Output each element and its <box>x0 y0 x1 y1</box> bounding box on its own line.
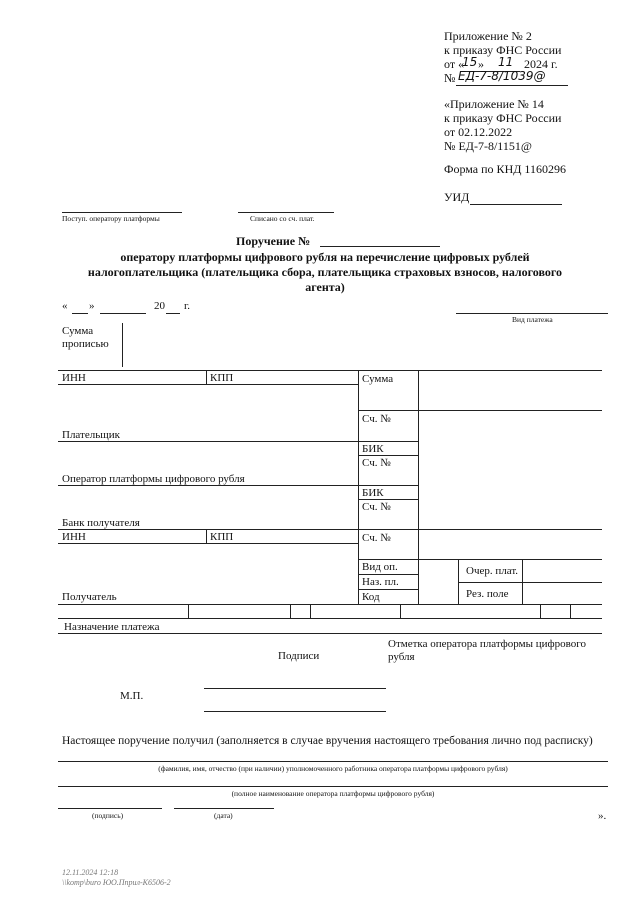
operator-label: Оператор платформы цифрового рубля <box>62 473 245 485</box>
date-year-suffix: г. <box>184 300 191 312</box>
budget-cell-4 <box>400 604 401 618</box>
orig-attachment-line3: от 02.12.2022 <box>444 125 513 139</box>
orig-attachment-line2: к приказу ФНС России <box>444 111 562 125</box>
footer-path: \\komp\buro ЮО.Пприл-К6506-2 <box>62 878 171 887</box>
caption-date: (дата) <box>214 811 233 820</box>
bank-row-bottom <box>58 529 602 530</box>
col-mid-border <box>418 370 419 604</box>
uid-underline <box>470 204 562 205</box>
budget-cell-3 <box>310 604 311 618</box>
payment-type-field[interactable] <box>456 313 608 314</box>
payer-inn-label: ИНН <box>62 372 86 384</box>
operator-mark-line1: Отметка оператора платформы цифрового <box>388 638 586 650</box>
receipt-signature-line[interactable] <box>58 808 162 809</box>
order-number-underline <box>320 246 440 247</box>
stamp-label: М.П. <box>120 690 144 702</box>
attachment-num-prefix: № <box>444 71 456 85</box>
amount-label: Сумма <box>362 373 394 385</box>
operator-account-label: Сч. № <box>362 457 391 469</box>
queue-bottom <box>458 582 602 583</box>
recipient-inn-bottom <box>58 543 358 544</box>
receipt-operator-line[interactable] <box>58 786 608 787</box>
form-code: Форма по КНД 1160296 <box>444 162 566 176</box>
uid-label: УИД <box>444 190 470 204</box>
recipient-inn-label: ИНН <box>62 531 86 543</box>
operator-mark-line2: рубля <box>388 651 415 663</box>
payment-purpose-label: Назначение платежа <box>64 621 160 633</box>
received-line <box>62 212 182 213</box>
date-day-field[interactable] <box>72 313 88 314</box>
purpose-code-bottom <box>358 589 418 590</box>
received-label: Поступ. оператору платформы <box>62 214 160 223</box>
attachment-date-prefix: от « <box>444 57 465 71</box>
operator-bik-bottom <box>358 455 418 456</box>
recipient-inn-kpp-divider <box>206 529 207 543</box>
attachment-num-underline <box>456 85 568 86</box>
payment-purpose-bottom <box>58 633 602 634</box>
title-line3: налогоплательщика (плательщика сбора, плательщика страховых взносов, налогового <box>87 265 563 279</box>
caption-person: (фамилия, имя, отчество (при наличии) уполномоченного работника оператора платформы цифрового рубля) <box>158 764 508 773</box>
date-month-field[interactable] <box>100 313 146 314</box>
bank-account-label: Сч. № <box>362 501 391 513</box>
table-top-border <box>58 370 602 371</box>
budget-cell-1 <box>188 604 189 618</box>
budget-cell-5 <box>540 604 541 618</box>
col-left-border <box>358 370 359 604</box>
debited-label: Списано со сч. плат. <box>250 214 315 223</box>
attachment-date-mid: » <box>478 57 484 71</box>
bank-bik-label: БИК <box>362 487 384 499</box>
reserve-label: Рез. поле <box>466 588 509 600</box>
queue-label: Очер. плат. <box>466 565 519 577</box>
recipient-kpp-label: КПП <box>210 531 234 543</box>
op-type-label: Вид оп. <box>362 561 398 573</box>
date-close-quote: » <box>89 300 95 312</box>
orig-attachment-line1: «Приложение № 14 <box>444 97 544 111</box>
title-line4: агента) <box>305 280 345 294</box>
attachment-num-value: ЕД-7-8/1039@ <box>458 69 546 83</box>
payer-account-label: Сч. № <box>362 413 391 425</box>
signature-line-1[interactable] <box>204 688 386 689</box>
operator-bik-label: БИК <box>362 443 384 455</box>
budget-cell-6 <box>570 604 571 618</box>
date-open-quote: « <box>62 300 68 312</box>
title-line2: оператору платформы цифрового рубля на перечисление цифровых рублей <box>120 250 530 264</box>
date-year-field[interactable] <box>166 313 180 314</box>
attachment-line2: к приказу ФНС России <box>444 43 562 57</box>
footer-timestamp: 12.11.2024 12:18 <box>62 868 119 877</box>
signature-line-2[interactable] <box>204 711 386 712</box>
budget-cell-2 <box>290 604 291 618</box>
bank-bik-bottom <box>358 499 418 500</box>
amount-row-bottom <box>358 410 602 411</box>
recipient-label: Получатель <box>62 591 117 603</box>
payer-label: Плательщик <box>62 429 120 441</box>
recipient-row-bottom <box>58 604 602 605</box>
amount-words-divider <box>122 323 123 367</box>
payer-row-bottom <box>58 441 418 442</box>
debited-line <box>238 212 334 213</box>
receipt-person-line[interactable] <box>58 761 608 762</box>
attachment-line1: Приложение № 2 <box>444 29 532 43</box>
payer-kpp-label: КПП <box>210 372 234 384</box>
end-mark: ». <box>598 810 607 822</box>
budget-row-bottom <box>58 618 602 619</box>
signatures-label: Подписи <box>278 650 320 662</box>
receipt-note: Настоящее поручение получил (заполняется в случае вручения настоящего требования лично под расписку) <box>62 735 593 747</box>
inn-row-bottom <box>58 384 358 385</box>
beneficiary-bank-label: Банк получателя <box>62 517 140 529</box>
date-year-prefix: 20 <box>154 300 165 312</box>
purpose-code-label: Наз. пл. <box>362 576 399 588</box>
code-label: Код <box>362 591 380 603</box>
recipient-account-label: Сч. № <box>362 532 391 544</box>
recipient-account-bottom <box>358 559 602 560</box>
operator-row-bottom <box>58 485 418 486</box>
caption-operator: (полное наименование оператора платформы цифрового рубля) <box>231 789 435 798</box>
orig-attachment-line4: № ЕД-7-8/1151@ <box>444 139 532 153</box>
attachment-date-year: 2024 г. <box>524 57 558 71</box>
receipt-date-line[interactable] <box>174 808 274 809</box>
attachment-date-day: 15 <box>462 55 478 69</box>
attachment-date-month: 11 <box>498 55 514 69</box>
col-inn-kpp-divider <box>206 370 207 384</box>
payment-type-label: Вид платежа <box>512 315 553 324</box>
order-title: Поручение № <box>236 234 311 248</box>
op-type-bottom <box>358 574 418 575</box>
amount-words-label: Сумма прописью <box>62 325 109 350</box>
caption-signature: (подпись) <box>92 811 124 820</box>
